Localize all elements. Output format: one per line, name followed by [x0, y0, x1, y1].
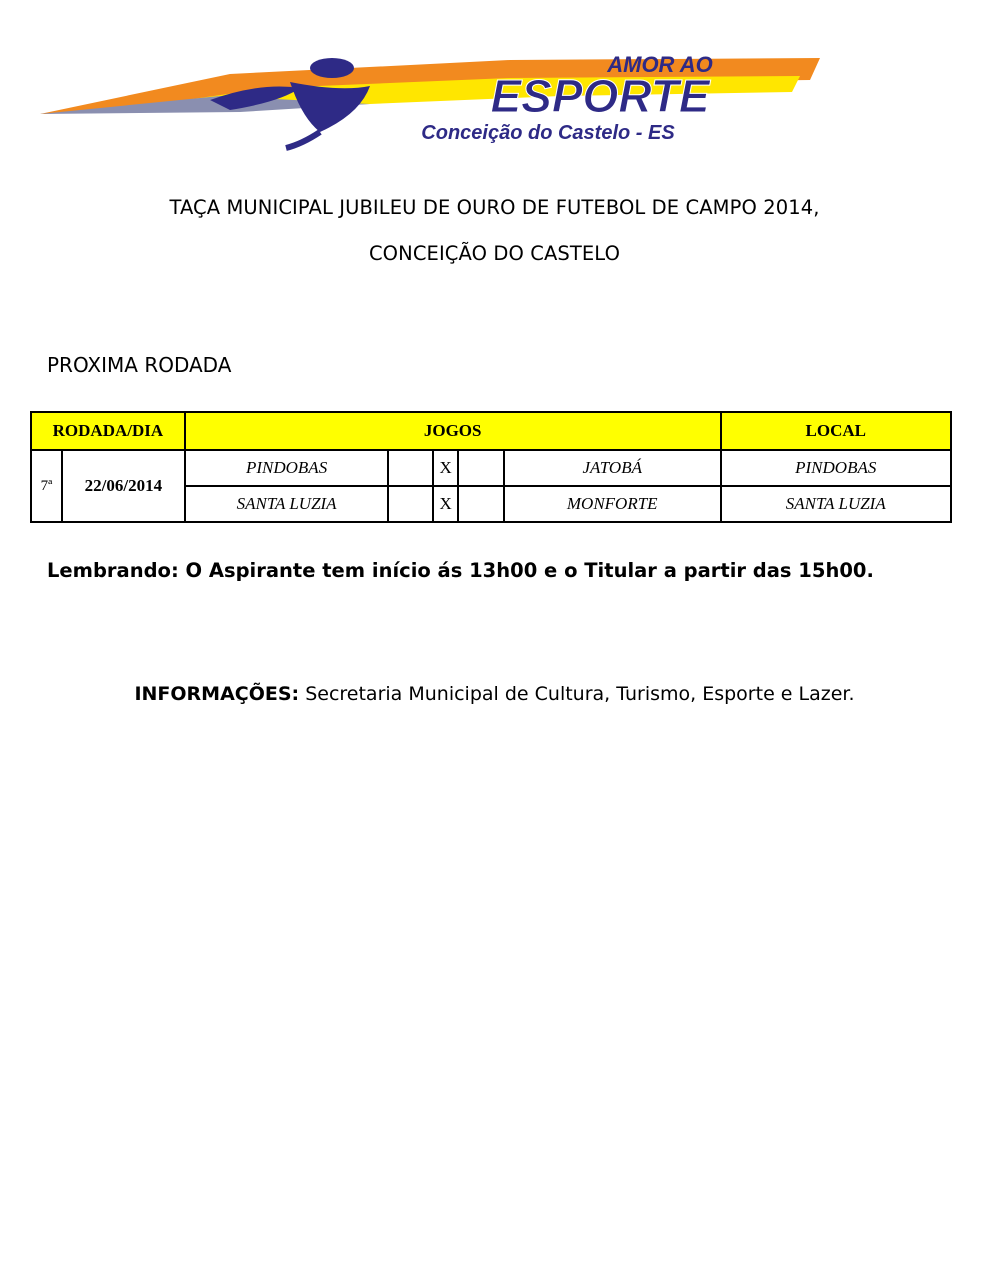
date-cell: 22/06/2014 — [62, 450, 185, 522]
info-label: INFORMAÇÕES: — [134, 683, 300, 705]
home-score — [388, 450, 433, 486]
versus-mark: X — [433, 450, 458, 486]
home-score — [388, 486, 433, 522]
logo-line2: ESPORTE — [490, 70, 710, 122]
schedule-note: Lembrando: O Aspirante tem início ás 13h00 e o Titular a partir das 15h00. — [47, 559, 874, 582]
header-games: JOGOS — [185, 412, 721, 450]
header-local: LOCAL — [721, 412, 952, 450]
table-row — [31, 450, 951, 486]
logo-line3: Conceição do Castelo - ES — [421, 122, 675, 144]
game-local: SANTA LUZIA — [721, 486, 952, 522]
table-header-row — [31, 412, 951, 450]
away-score — [458, 486, 504, 522]
versus-mark: X — [433, 486, 458, 522]
home-team: PINDOBAS — [185, 450, 389, 486]
header-round-day: RODADA/DIA — [31, 412, 185, 450]
games-table — [30, 411, 952, 523]
info-line — [0, 683, 989, 705]
home-team: SANTA LUZIA — [185, 486, 389, 522]
section-heading: PROXIMA RODADA — [47, 353, 232, 377]
logo-line1: AMOR AO — [607, 52, 713, 77]
away-score — [458, 450, 504, 486]
game-local: PINDOBAS — [721, 450, 952, 486]
page-title-line1: TAÇA MUNICIPAL JUBILEU DE OURO DE FUTEBOL DE CAMPO 2014, — [169, 196, 820, 219]
amor-ao-esporte-logo — [40, 52, 830, 152]
page-title-line2: CONCEIÇÃO DO CASTELO — [368, 242, 621, 265]
away-team: JATOBÁ — [504, 450, 721, 486]
away-team: MONFORTE — [504, 486, 721, 522]
info-text: Secretaria Municipal de Cultura, Turismo, Esporte e Lazer. — [305, 683, 855, 705]
round-cell: 7ª — [31, 450, 62, 522]
